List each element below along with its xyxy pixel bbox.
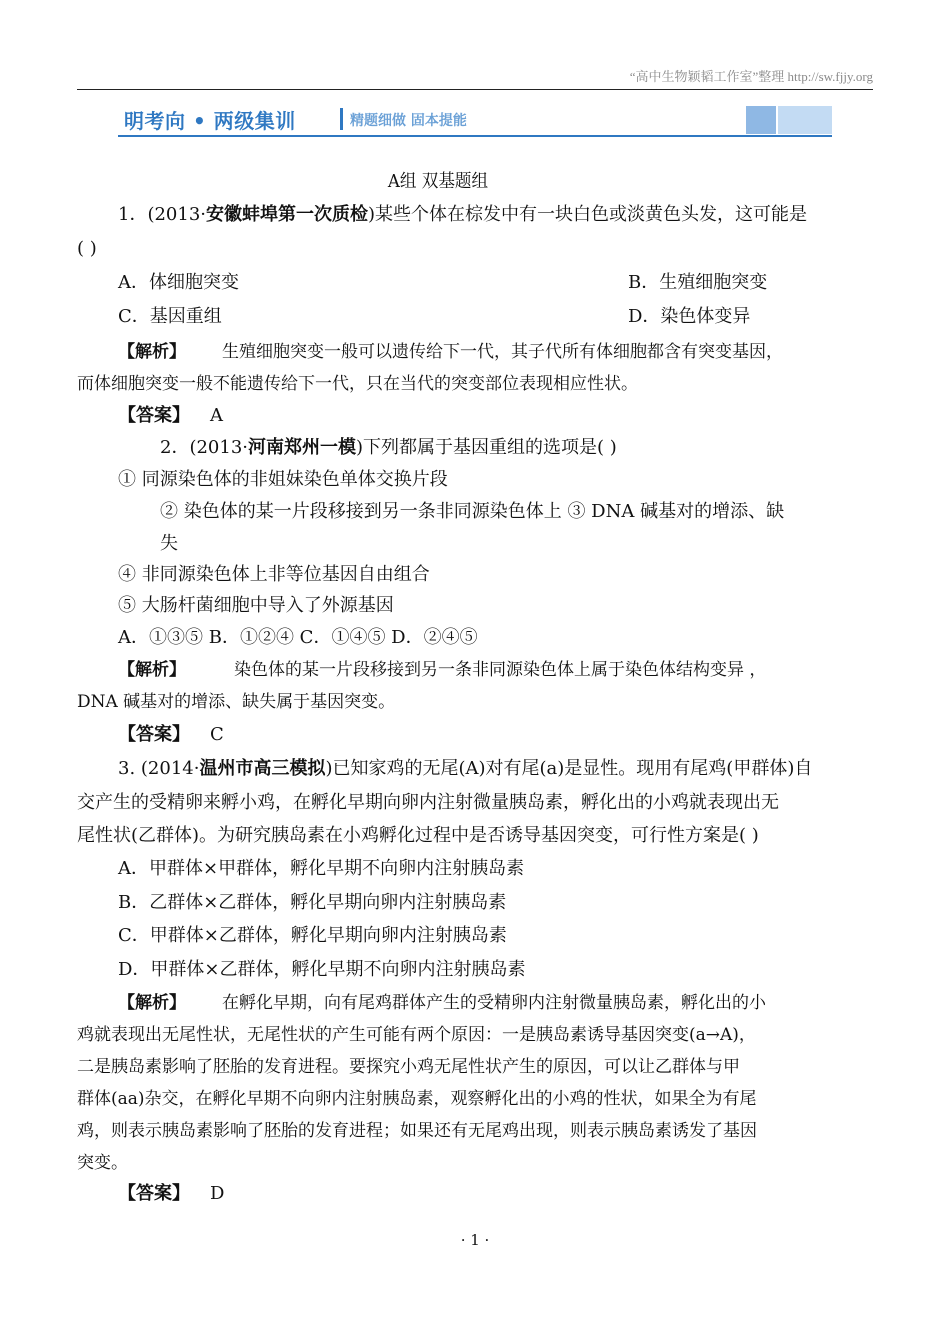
section-title: A组 双基题组 <box>387 171 489 192</box>
q2-stem-text: )下列都属于基因重组的选项是( ) <box>356 437 617 458</box>
banner-decor-block <box>746 106 776 134</box>
q1-answer-value: A <box>210 405 223 426</box>
q2-explanation-label: 【解析】 <box>118 660 186 680</box>
q2-item-4: ④ 非同源染色体上非等位基因自由组合 <box>118 564 430 585</box>
q1-explanation-label: 【解析】 <box>118 342 186 362</box>
q3-explanation-line: 突变。 <box>77 1153 128 1173</box>
q2-source-open: (2013· <box>189 437 249 458</box>
q1-source-open: (2013· <box>147 204 207 225</box>
header-rule <box>77 89 873 90</box>
q3-stem-line: 尾性状(乙群体)。为研究胰岛素在小鸡孵化过程中是否诱导基因突变，可行性方案是( ) <box>77 825 759 846</box>
q3-option-a: A．甲群体×甲群体，孵化早期不向卵内注射胰岛素 <box>118 858 525 879</box>
q2-item-2-cont: 失 <box>160 533 178 554</box>
banner-divider <box>340 108 343 130</box>
q1-stem-text: )某些个体在棕发中有一块白色或淡黄色头发，这可能是 <box>368 204 808 225</box>
q1-explanation-line: 而体细胞突变一般不能遗传给下一代，只在当代的突变部位表现相应性状。 <box>77 374 638 394</box>
q2-stem <box>160 437 617 459</box>
q1-option-d: D．染色体变异 <box>628 306 751 327</box>
q3-option-d: D．甲群体×乙群体，孵化早期不向卵内注射胰岛素 <box>118 959 526 980</box>
q3-explanation-line: 鸡就表现出无尾性状，无尾性状的产生可能有两个原因：一是胰岛素诱导基因突变(a→A)， <box>77 1025 756 1045</box>
q3-answer <box>118 1183 224 1205</box>
q1-answer <box>118 405 223 427</box>
q2-answer <box>118 724 224 746</box>
banner-subtitle: 精题细做 固本提能 <box>350 113 467 129</box>
q3-stem <box>118 758 812 780</box>
banner-decor-block-light <box>778 106 832 134</box>
banner-title: 明考向 • 两级集训 <box>124 109 296 133</box>
header-note: “高中生物颖韬工作室”整理 http://sw.fjjy.org <box>629 69 873 84</box>
q2-answer-label: 【答案】 <box>118 724 190 745</box>
q3-explanation-line: 群体(aa)杂交，在孵化早期不向卵内注射胰岛素，观察孵化出的小鸡的性状，如果全为有尾 <box>77 1089 757 1109</box>
q1-answer-label: 【答案】 <box>118 405 190 426</box>
banner-underline <box>118 135 832 137</box>
q1-number: 1． <box>118 204 148 225</box>
q3-explanation <box>118 992 766 1014</box>
q2-explanation <box>118 659 766 681</box>
q1-stem <box>118 204 807 226</box>
q2-answer-value: C <box>210 724 224 745</box>
q3-stem-line: 交产生的受精卵来孵小鸡，在孵化早期向卵内注射微量胰岛素，孵化出的小鸡就表现出无 <box>77 792 779 813</box>
q1-explanation <box>118 341 783 363</box>
q3-explanation-label: 【解析】 <box>118 993 186 1013</box>
q1-answer-blank: ( ) <box>77 238 97 259</box>
q3-option-b: B．乙群体×乙群体，孵化早期向卵内注射胰岛素 <box>118 892 507 913</box>
q2-item-2: ② 染色体的某一片段移接到另一条非同源染色体上 ③ DNA 碱基对的增添、缺 <box>160 501 785 522</box>
q3-stem-text: )已知家鸡的无尾(A)对有尾(a)是显性。现用有尾鸡(甲群体)自 <box>325 758 813 779</box>
q1-explanation-line: 生殖细胞突变一般可以遗传给下一代，其子代所有体细胞都含有突变基因， <box>222 342 783 362</box>
page-number: · 1 · <box>460 1231 490 1249</box>
q2-item-5: ⑤ 大肠杆菌细胞中导入了外源基因 <box>118 595 394 616</box>
section-banner <box>118 104 832 137</box>
q1-option-a: A．体细胞突变 <box>118 272 239 293</box>
q3-explanation-line: 在孵化早期，向有尾鸡群体产生的受精卵内注射微量胰岛素，孵化出的小 <box>222 993 766 1013</box>
q1-option-c: C．基因重组 <box>118 306 222 327</box>
q3-explanation-line: 二是胰岛素影响了胚胎的发育进程。要探究小鸡无尾性状产生的原因，可以让乙群体与甲 <box>77 1057 740 1077</box>
q1-option-b: B．生殖细胞突变 <box>628 272 768 293</box>
q3-option-c: C．甲群体×乙群体，孵化早期向卵内注射胰岛素 <box>118 925 507 946</box>
q2-explanation-line: 染色体的某一片段移接到另一条非同源染色体上属于染色体结构变异 ， <box>234 660 767 680</box>
q2-source: 河南郑州一模 <box>248 437 357 458</box>
q3-explanation-line: 鸡，则表示胰岛素影响了胚胎的发育进程；如果还有无尾鸡出现，则表示胰岛素诱发了基因 <box>77 1121 757 1141</box>
q3-answer-value: D <box>210 1183 225 1204</box>
q2-item-1: ① 同源染色体的非姐妹染色单体交换片段 <box>118 469 448 490</box>
q3-number: 3. <box>118 758 141 779</box>
q3-answer-label: 【答案】 <box>118 1183 190 1204</box>
q1-source: 安徽蚌埠第一次质检 <box>206 204 369 225</box>
q3-source: 温州市高三模拟 <box>199 758 326 779</box>
q3-source-open: (2014· <box>140 758 200 779</box>
q2-options: A．①③⑤ B．①②④ C．①④⑤ D．②④⑤ <box>118 627 478 648</box>
q2-number: 2． <box>160 437 190 458</box>
q2-explanation-line: DNA 碱基对的增添、缺失属于基因突变。 <box>77 692 396 712</box>
